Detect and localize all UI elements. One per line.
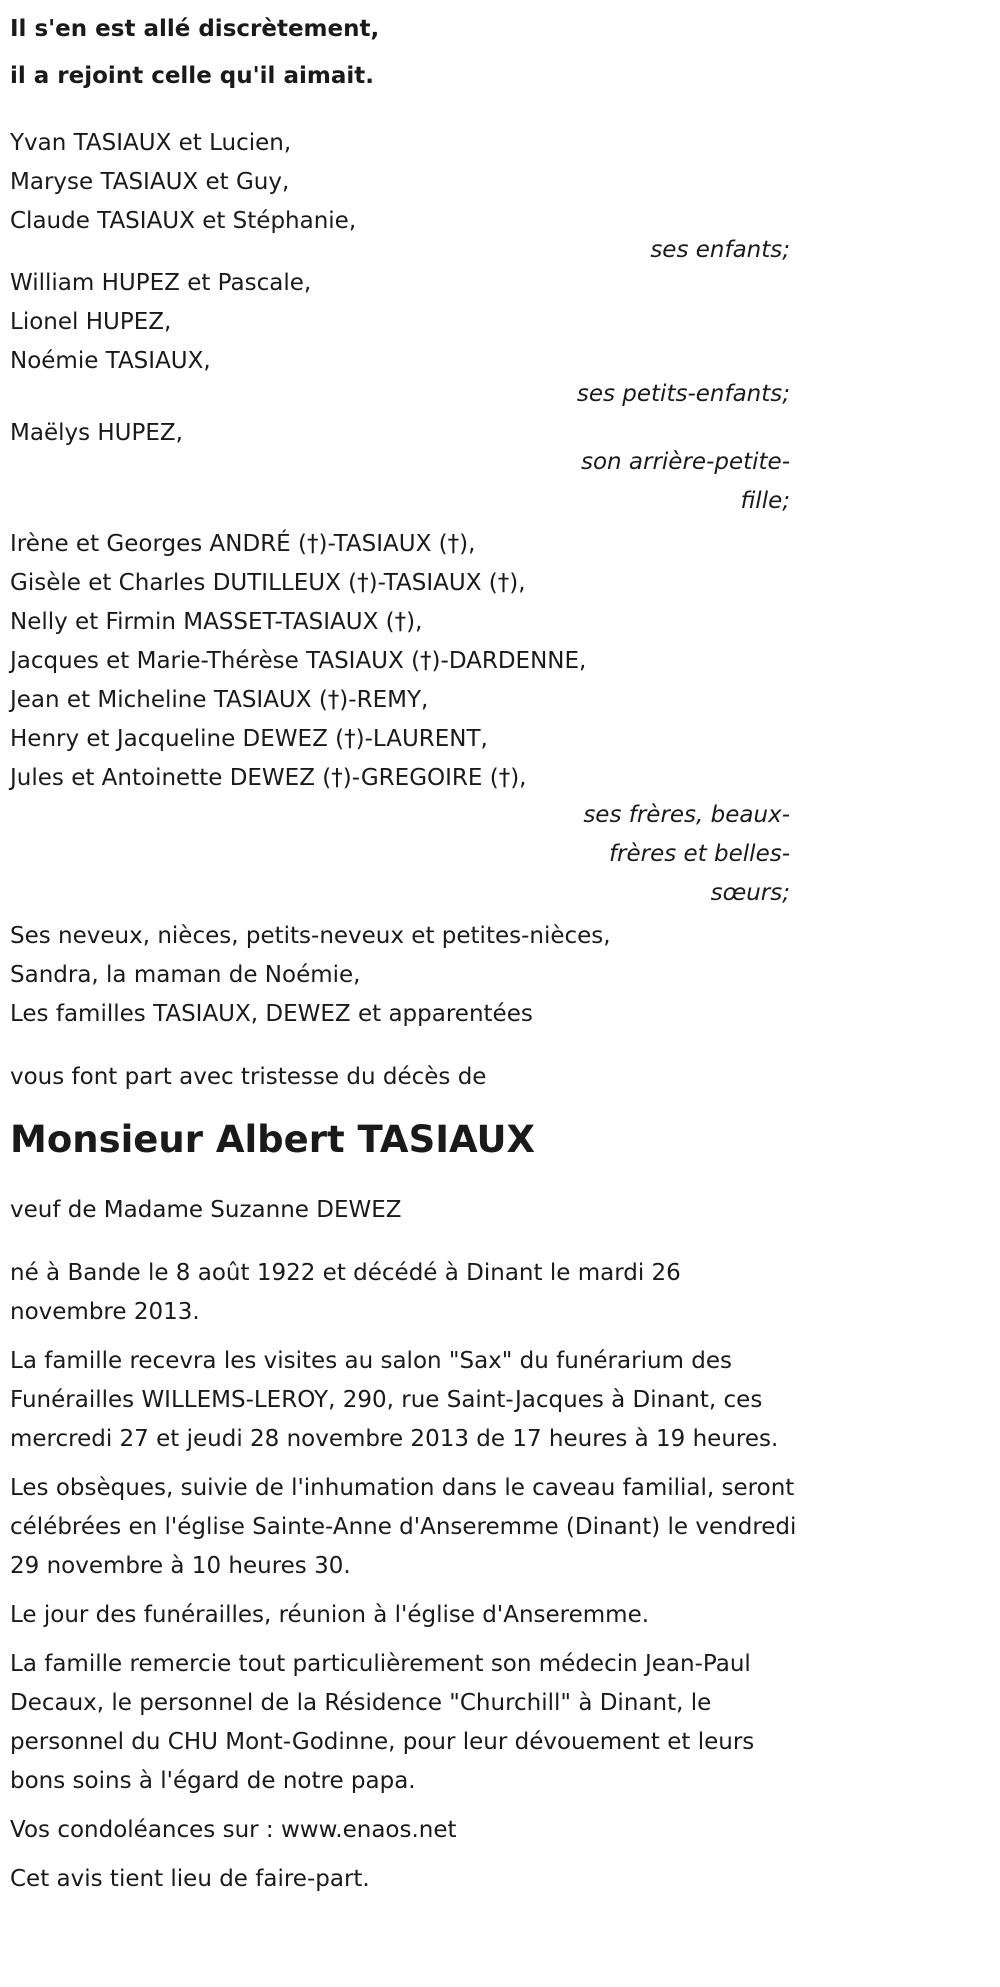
family-name: Noémie TASIAUX, [10, 348, 211, 374]
family-group-children [10, 124, 800, 270]
intro-line: Il s'en est allé discrètement, [10, 16, 380, 42]
family-name: Jacques et Marie-Thérèse TASIAUX (†)-DARDENNE, [10, 648, 587, 674]
intro-line: il a rejoint celle qu'il aimait. [10, 63, 374, 89]
family-group-siblings [10, 525, 800, 913]
family-name: William HUPEZ et Pascale, [10, 270, 312, 296]
relation-label: ses petits-enfants; [576, 381, 790, 407]
relation-label: ses enfants; [650, 237, 790, 263]
announcement-text: vous font part avec tristesse du décès de [10, 1064, 487, 1090]
widower-of: veuf de Madame Suzanne DEWEZ [10, 1197, 402, 1223]
condolences-paragraph: Vos condoléances sur : www.enaos.net [10, 1817, 457, 1843]
family-group-great-granddaughter [10, 414, 800, 521]
funeral-paragraph: Les obsèques, suivie de l'inhumation dans le caveau familial, seront célébrées en l'église Sainte-Anne d'Anseremme (Dinant) le vendredi 29 novembre à 10 heures 30. [10, 1475, 797, 1579]
family-name: Maëlys HUPEZ, [10, 420, 183, 446]
relation-label: ses frères, beaux-frères et belles-sœurs; [583, 802, 790, 906]
relative-line: Ses neveux, nièces, petits-neveux et petites-nièces, [10, 923, 611, 949]
meeting-paragraph: Le jour des funérailles, réunion à l'église d'Anseremme. [10, 1602, 650, 1628]
thanks-paragraph: La famille remercie tout particulièrement son médecin Jean-Paul Decaux, le personnel de la Résidence "Churchill" à Dinant, le personnel du CHU Mont-Godinne, pour leur dévouement et leurs bons soins à l'égard de notre papa. [10, 1651, 755, 1794]
relative-line: Sandra, la maman de Noémie, [10, 962, 361, 988]
family-name: Jules et Antoinette DEWEZ (†)-GREGOIRE (†), [10, 765, 527, 791]
relative-line: Les familles TASIAUX, DEWEZ et apparentées [10, 1001, 533, 1027]
deceased-name: Monsieur Albert TASIAUX [10, 1118, 536, 1161]
family-name: Maryse TASIAUX et Guy, [10, 169, 290, 195]
family-group-grandchildren [10, 264, 800, 414]
family-name: Gisèle et Charles DUTILLEUX (†)-TASIAUX (†), [10, 570, 526, 596]
notice-paragraph: Cet avis tient lieu de faire-part. [10, 1866, 370, 1892]
other-relatives [10, 917, 800, 1034]
family-name: Yvan TASIAUX et Lucien, [10, 130, 292, 156]
family-name: Henry et Jacqueline DEWEZ (†)-LAURENT, [10, 726, 488, 752]
birth-death-paragraph: né à Bande le 8 août 1922 et décédé à Dinant le mardi 26 novembre 2013. [10, 1260, 681, 1325]
family-name: Irène et Georges ANDRÉ (†)-TASIAUX (†), [10, 531, 476, 557]
family-name: Jean et Micheline TASIAUX (†)-REMY, [10, 687, 429, 713]
family-name: Lionel HUPEZ, [10, 309, 172, 335]
visitation-paragraph: La famille recevra les visites au salon "Sax" du funérarium des Funérailles WILLEMS-LEROY, 290, rue Saint-Jacques à Dinant, ces mercredi 27 et jeudi 28 novembre 2013 de 17 heures à 19 heures. [10, 1348, 779, 1452]
relation-label: son arrière-petite-fille; [580, 449, 790, 514]
family-name: Claude TASIAUX et Stéphanie, [10, 208, 357, 234]
family-name: Nelly et Firmin MASSET-TASIAUX (†), [10, 609, 423, 635]
